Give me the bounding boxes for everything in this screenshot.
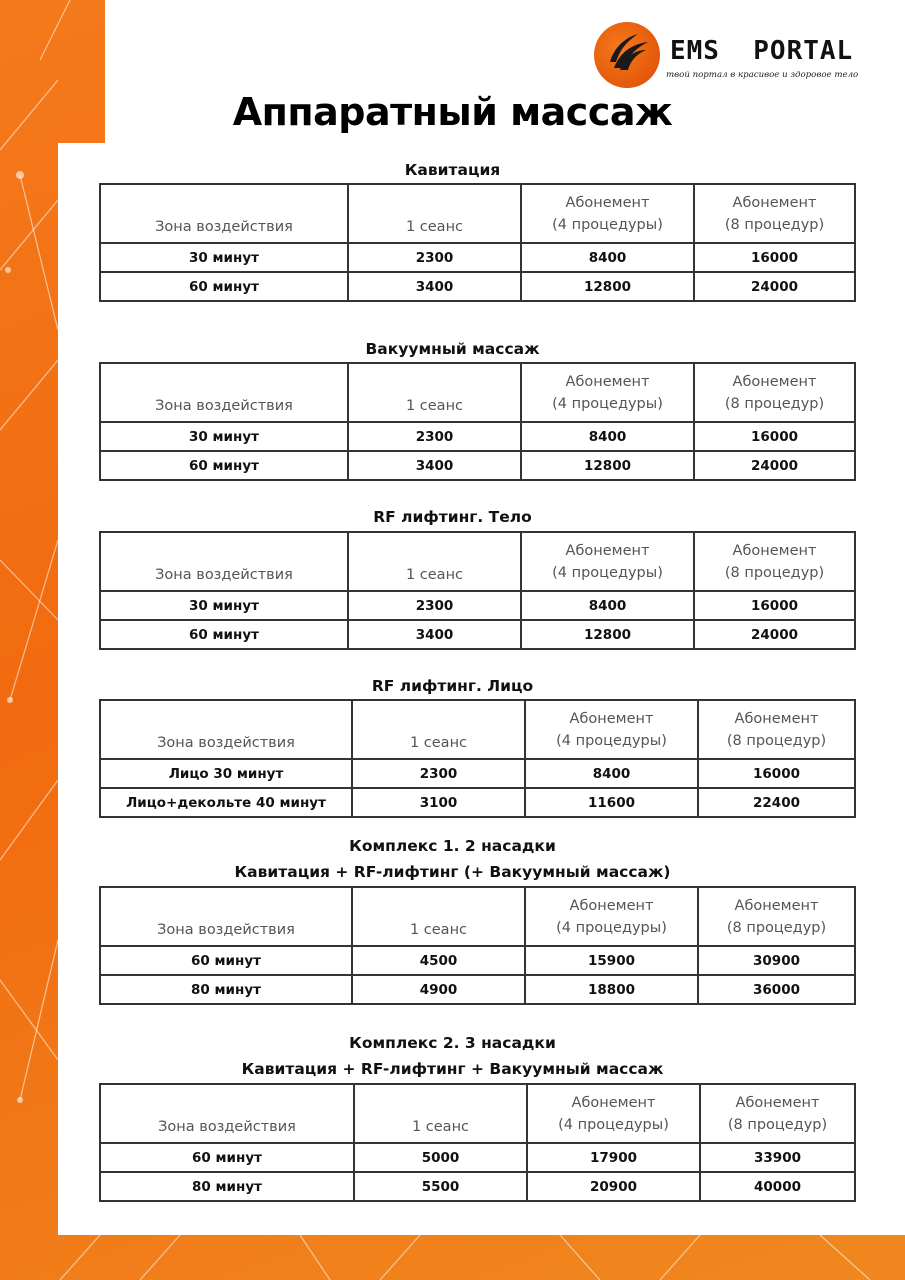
cell-single: 3400 xyxy=(348,620,521,649)
brand-name: EMS PORTAL xyxy=(670,36,854,66)
header-subscription-4 xyxy=(521,532,694,591)
cell-single: 2300 xyxy=(348,243,521,272)
header-sub4-line2: (4 процедуры) xyxy=(556,919,667,936)
table-row xyxy=(100,1172,855,1201)
price-table xyxy=(99,1083,856,1202)
section-title: RF лифтинг. Тело xyxy=(373,508,532,526)
cell-single: 2300 xyxy=(352,759,525,788)
cell-zone: 60 минут xyxy=(100,620,348,649)
header-sub4-line1: Абонемент xyxy=(565,542,650,559)
header-subscription-4 xyxy=(527,1084,700,1143)
cell-zone: 30 минут xyxy=(100,422,348,451)
section-title: Вакуумный массаж xyxy=(365,340,540,358)
cell-sub4: 8400 xyxy=(521,591,694,620)
table-row xyxy=(100,620,855,649)
cell-sub8: 24000 xyxy=(694,272,855,301)
header-zone: Зона воздействия xyxy=(100,1084,354,1143)
cell-zone: 60 минут xyxy=(100,946,352,975)
cell-sub8: 16000 xyxy=(694,243,855,272)
logo-emblem-icon xyxy=(594,22,660,88)
cell-single: 4500 xyxy=(352,946,525,975)
cell-sub4: 12800 xyxy=(521,451,694,480)
table-header-row xyxy=(100,184,855,243)
table-row xyxy=(100,243,855,272)
header-sub4-line2: (4 процедуры) xyxy=(556,732,667,749)
header-subscription-8 xyxy=(698,700,855,759)
cell-single: 3400 xyxy=(348,451,521,480)
header-subscription-4 xyxy=(525,700,698,759)
header-sub4-line1: Абонемент xyxy=(569,897,654,914)
cell-zone: 60 минут xyxy=(100,451,348,480)
header-zone: Зона воздействия xyxy=(100,363,348,422)
header-subscription-8 xyxy=(700,1084,855,1143)
header-sub8-line1: Абонемент xyxy=(732,542,817,559)
page-title: Аппаратный массаж xyxy=(232,90,673,134)
header-sub4-line1: Абонемент xyxy=(571,1094,656,1111)
cell-zone: 60 минут xyxy=(100,272,348,301)
header-sub8-line2: (8 процедур) xyxy=(726,919,827,936)
header-subscription-4 xyxy=(521,184,694,243)
table-row xyxy=(100,272,855,301)
price-table xyxy=(99,699,856,818)
cell-sub8: 24000 xyxy=(694,620,855,649)
header-zone: Зона воздействия xyxy=(100,184,348,243)
section-title: Комплекс 1. 2 насадки xyxy=(349,837,556,855)
cell-zone: 30 минут xyxy=(100,243,348,272)
header-sub8-line1: Абонемент xyxy=(732,373,817,390)
header-single-session: 1 сеанс xyxy=(348,363,521,422)
header-single-session: 1 сеанс xyxy=(352,700,525,759)
table-row xyxy=(100,788,855,817)
section-title: RF лифтинг. Лицо xyxy=(371,677,534,695)
cell-sub4: 12800 xyxy=(521,272,694,301)
header-zone: Зона воздействия xyxy=(100,887,352,946)
cell-sub4: 11600 xyxy=(525,788,698,817)
cell-sub8: 33900 xyxy=(700,1143,855,1172)
header-zone: Зона воздействия xyxy=(100,700,352,759)
cell-sub4: 12800 xyxy=(521,620,694,649)
brand-tagline: твой портал в красивое и здоровое тело xyxy=(666,70,859,80)
table-row xyxy=(100,1143,855,1172)
table-header-row xyxy=(100,887,855,946)
header-sub4-line2: (4 процедуры) xyxy=(552,216,663,233)
table-header-row xyxy=(100,700,855,759)
header-single-session: 1 сеанс xyxy=(352,887,525,946)
cell-single: 3400 xyxy=(348,272,521,301)
header-single-session: 1 сеанс xyxy=(348,532,521,591)
cell-sub8: 16000 xyxy=(694,591,855,620)
cell-sub4: 8400 xyxy=(525,759,698,788)
price-table xyxy=(99,183,856,302)
cell-sub4: 8400 xyxy=(521,243,694,272)
table-header-row xyxy=(100,363,855,422)
cell-sub4: 8400 xyxy=(521,422,694,451)
section-title: Кавитация xyxy=(404,161,501,179)
cell-sub8: 24000 xyxy=(694,451,855,480)
header-sub8-line1: Абонемент xyxy=(734,710,819,727)
header-single-session: 1 сеанс xyxy=(348,184,521,243)
price-table xyxy=(99,886,856,1005)
cell-zone: 80 минут xyxy=(100,1172,354,1201)
header-single-session: 1 сеанс xyxy=(354,1084,527,1143)
brand-logo[interactable] xyxy=(592,18,892,90)
header-sub8-line2: (8 процедур) xyxy=(724,216,825,233)
header-subscription-4 xyxy=(525,887,698,946)
cell-zone: 60 минут xyxy=(100,1143,354,1172)
cell-single: 2300 xyxy=(348,422,521,451)
header-sub8-line1: Абонемент xyxy=(735,1094,820,1111)
header-sub8-line2: (8 процедур) xyxy=(724,395,825,412)
cell-sub8: 22400 xyxy=(698,788,855,817)
header-subscription-8 xyxy=(694,184,855,243)
cell-single: 4900 xyxy=(352,975,525,1004)
cell-sub4: 15900 xyxy=(525,946,698,975)
table-row xyxy=(100,422,855,451)
header-sub8-line2: (8 процедур) xyxy=(724,564,825,581)
section-subtitle: Кавитация + RF-лифтинг + Вакуумный массаж xyxy=(241,1060,664,1078)
cell-sub4: 17900 xyxy=(527,1143,700,1172)
cell-single: 2300 xyxy=(348,591,521,620)
cell-zone: Лицо+декольте 40 минут xyxy=(100,788,352,817)
header-zone: Зона воздействия xyxy=(100,532,348,591)
header-sub4-line2: (4 процедуры) xyxy=(558,1116,669,1133)
cell-zone: 80 минут xyxy=(100,975,352,1004)
header-sub4-line1: Абонемент xyxy=(569,710,654,727)
header-subscription-8 xyxy=(694,532,855,591)
table-header-row xyxy=(100,1084,855,1143)
table-row xyxy=(100,451,855,480)
header-subscription-8 xyxy=(694,363,855,422)
price-table xyxy=(99,362,856,481)
cell-single: 5500 xyxy=(354,1172,527,1201)
cell-sub8: 40000 xyxy=(700,1172,855,1201)
table-row xyxy=(100,946,855,975)
header-sub8-line2: (8 процедур) xyxy=(726,732,827,749)
table-row xyxy=(100,759,855,788)
cell-zone: Лицо 30 минут xyxy=(100,759,352,788)
cell-sub8: 16000 xyxy=(698,759,855,788)
header-subscription-4 xyxy=(521,363,694,422)
header-sub8-line2: (8 процедур) xyxy=(727,1116,828,1133)
cell-zone: 30 минут xyxy=(100,591,348,620)
header-sub4-line2: (4 процедуры) xyxy=(552,395,663,412)
section-subtitle: Кавитация + RF-лифтинг (+ Вакуумный массаж) xyxy=(234,863,671,881)
cell-sub4: 18800 xyxy=(525,975,698,1004)
cell-sub8: 30900 xyxy=(698,946,855,975)
table-row xyxy=(100,591,855,620)
cell-sub4: 20900 xyxy=(527,1172,700,1201)
cell-sub8: 36000 xyxy=(698,975,855,1004)
header-sub4-line1: Абонемент xyxy=(565,373,650,390)
section-title: Комплекс 2. 3 насадки xyxy=(349,1034,556,1052)
cell-single: 5000 xyxy=(354,1143,527,1172)
price-table xyxy=(99,531,856,650)
cell-sub8: 16000 xyxy=(694,422,855,451)
table-row xyxy=(100,975,855,1004)
cell-single: 3100 xyxy=(352,788,525,817)
table-header-row xyxy=(100,532,855,591)
header-sub8-line1: Абонемент xyxy=(732,194,817,211)
header-sub4-line1: Абонемент xyxy=(565,194,650,211)
header-subscription-8 xyxy=(698,887,855,946)
header-sub4-line2: (4 процедуры) xyxy=(552,564,663,581)
header-sub8-line1: Абонемент xyxy=(734,897,819,914)
